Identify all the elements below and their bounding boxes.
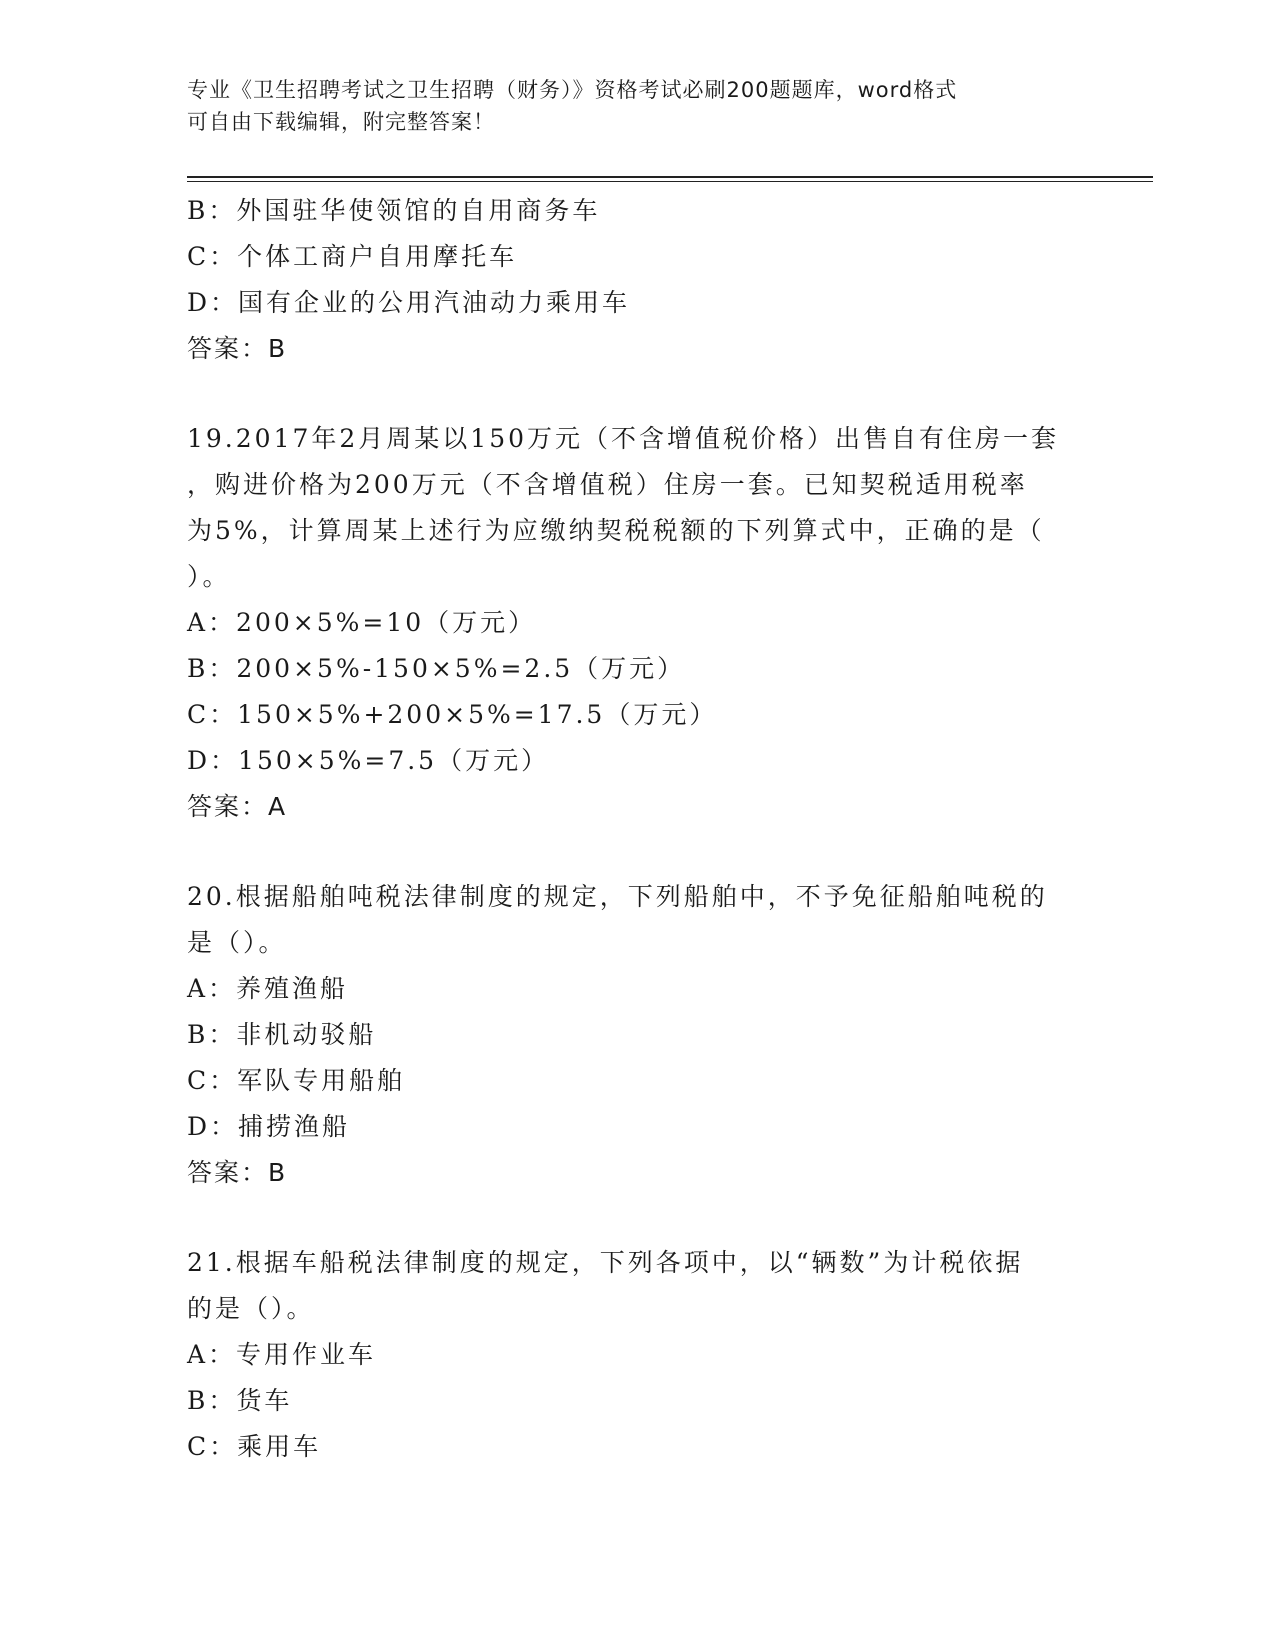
option-c: C：军队专用船舶 [187,1066,406,1095]
question-stem-line: 21.根据车船税法律制度的规定，下列各项中，以“辆数”为计税依据 [187,1248,1024,1277]
document-body [187,188,1087,1470]
option-d: D：150×5%=7.5（万元） [187,746,550,775]
option-b: B：货车 [187,1386,293,1415]
question-19 [187,416,1087,830]
question-stem-line: 19.2017年2月周某以150万元（不含增值税价格）出售自有住房一套 [187,424,1060,453]
question-stem-line: 的是（）。 [187,1294,315,1323]
answer-line: 答案：B [187,334,288,363]
question-stem-line: 是（）。 [187,928,287,957]
option-b: B：非机动驳船 [187,1020,377,1049]
option-b: B：200×5%-150×5%=2.5（万元） [187,654,686,683]
option-d: D：国有企业的公用汽油动力乘用车 [187,288,631,317]
document-header [187,74,1087,138]
option-c: C：乘用车 [187,1432,322,1461]
question-18-tail [187,188,1087,372]
header-line-1: 专业《卫生招聘考试之卫生招聘（财务）》资格考试必刷200题题库，word格式 [187,78,958,102]
question-21 [187,1240,1087,1470]
option-b: B：外国驻华使领馆的自用商务车 [187,196,601,225]
option-a: A：养殖渔船 [187,974,349,1003]
option-a: A：200×5%=10（万元） [187,608,537,637]
question-stem-line: ）。 [187,562,231,591]
header-divider-thin [187,181,1153,182]
question-stem-line: 为5%，计算周某上述行为应缴纳契税税额的下列算式中，正确的是（ [187,516,1045,545]
option-c: C：个体工商户自用摩托车 [187,242,518,271]
option-d: D：捕捞渔船 [187,1112,351,1141]
answer-line: 答案：A [187,792,288,821]
question-20 [187,874,1087,1196]
option-a: A：专用作业车 [187,1340,377,1369]
question-stem-line: 20.根据船舶吨税法律制度的规定，下列船舶中，不予免征船舶吨税的 [187,882,1048,911]
header-line-2: 可自由下载编辑，附完整答案！ [187,110,495,134]
header-divider-thick [187,176,1153,178]
answer-line: 答案：B [187,1158,288,1187]
option-c: C：150×5%+200×5%=17.5（万元） [187,700,718,729]
question-stem-line: ，购进价格为200万元（不含增值税）住房一套。已知契税适用税率 [187,470,1028,499]
